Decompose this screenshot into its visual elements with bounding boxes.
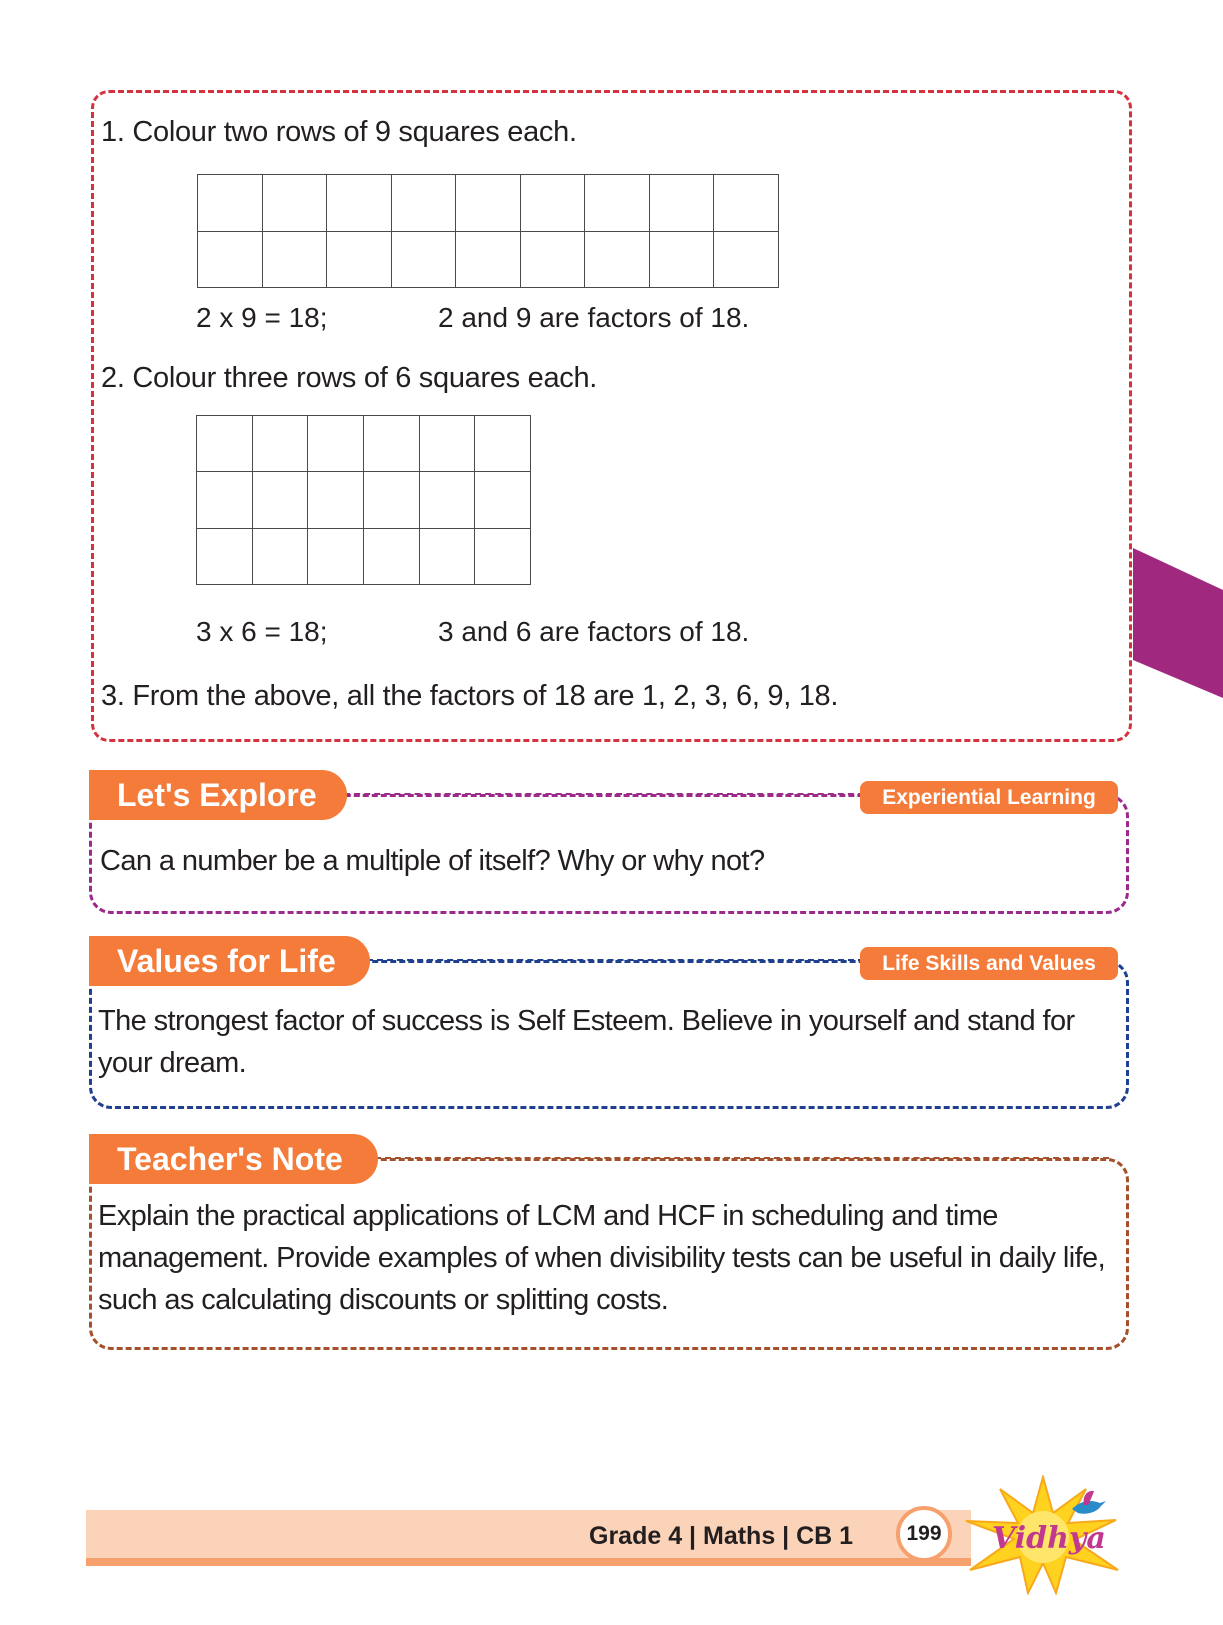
explore-divider (344, 793, 864, 795)
grid-two-rows[interactable] (197, 174, 779, 288)
life-skills-tag: Life Skills and Values (860, 947, 1118, 980)
question-3: 3. From the above, all the factors of 18 are 1, 2, 3, 6, 9, 18. (101, 680, 839, 712)
page-number: 199 (906, 1522, 942, 1545)
page-number-badge (896, 1506, 952, 1562)
logo-text: Vidhya (992, 1521, 1106, 1556)
question-2: 2. Colour three rows of 6 squares each. (101, 362, 598, 394)
teacher-title: Teacher's Note (89, 1134, 378, 1184)
question-1: 1. Colour two rows of 9 squares each. (101, 116, 577, 148)
values-title: Values for Life (89, 936, 370, 986)
factors-statement-1: 2 and 9 are factors of 18. (438, 302, 750, 333)
equation-1: 2 x 9 = 18; (196, 302, 328, 333)
teacher-divider (375, 1157, 1109, 1159)
footer-grade-subject: Grade 4 | Maths | CB 1 (589, 1522, 854, 1550)
explore-text: Can a number be a multiple of itself? Why or why not? (100, 845, 765, 877)
values-text: The strongest factor of success is Self Esteem. Believe in yourself and stand for your dream. (98, 1005, 1075, 1079)
factors-statement-2: 3 and 6 are factors of 18. (438, 616, 750, 647)
grid-three-rows[interactable] (196, 415, 531, 585)
footer-strip (86, 1558, 971, 1566)
teacher-text: Explain the practical applications of LCM and HCF in scheduling and time management. Provide examples of when divisibility tests can be useful in daily life, such as calculating discounts or splitting costs. (98, 1200, 1106, 1316)
explore-title: Let's Explore (89, 770, 347, 820)
values-divider (367, 959, 864, 961)
vidhya-logo (958, 1475, 1128, 1595)
equation-2: 3 x 6 = 18; (196, 616, 328, 647)
side-tab (1133, 548, 1223, 698)
experiential-learning-tag: Experiential Learning (860, 781, 1118, 814)
